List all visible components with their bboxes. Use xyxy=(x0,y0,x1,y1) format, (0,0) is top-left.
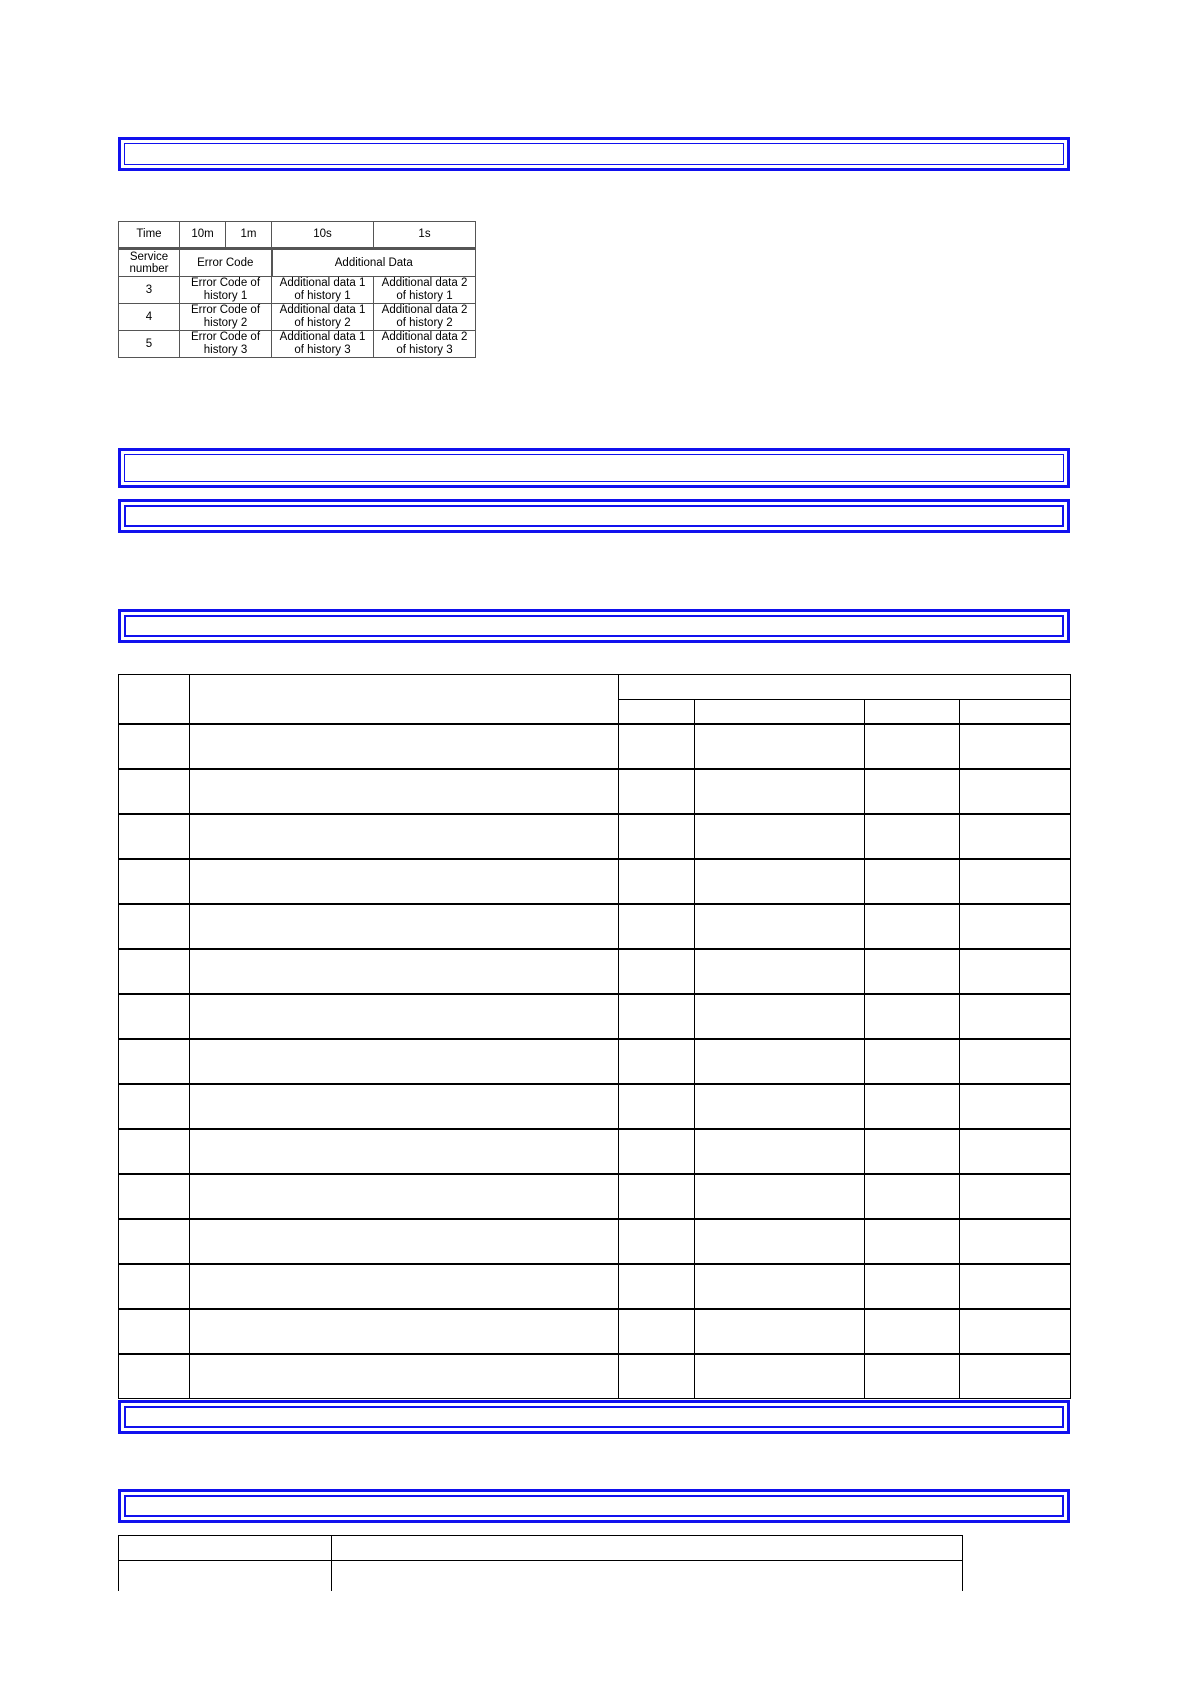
grid-subheader-cell xyxy=(619,700,695,725)
section-heading-bar xyxy=(118,609,1070,643)
error-code-cell: Error Code of history 2 xyxy=(180,304,272,331)
grid-subheader-cell xyxy=(865,700,960,725)
table-row xyxy=(119,1264,1071,1309)
table-row xyxy=(119,1536,963,1561)
table-row xyxy=(119,331,476,358)
section-heading-bar xyxy=(118,499,1070,533)
error-code-cell: Error Code of history 1 xyxy=(180,277,272,304)
grid-header-cell xyxy=(619,675,1071,700)
error-history-table xyxy=(118,221,476,358)
grid-header-cell xyxy=(119,675,190,725)
additional-data-2-cell: Additional data 2 of history 1 xyxy=(374,277,476,304)
service-number-header: Service number xyxy=(119,249,180,277)
service-number: 3 xyxy=(119,277,180,304)
additional-data-2-cell: Additional data 2 of history 2 xyxy=(374,304,476,331)
table-row xyxy=(119,1561,963,1592)
table-row xyxy=(119,1174,1071,1219)
table-row xyxy=(119,814,1071,859)
grid-header-cell xyxy=(190,675,619,725)
table-row xyxy=(119,1354,1071,1399)
table-row xyxy=(119,1219,1071,1264)
table-row xyxy=(119,904,1071,949)
table-row xyxy=(119,994,1071,1039)
time-10m: 10m xyxy=(180,222,226,249)
table-row xyxy=(119,1129,1071,1174)
section-heading-bar xyxy=(118,137,1070,171)
additional-data-1-cell: Additional data 1 of history 1 xyxy=(272,277,374,304)
time-1s: 1s xyxy=(374,222,476,249)
table-row xyxy=(119,769,1071,814)
table-row xyxy=(119,277,476,304)
section-heading-bar xyxy=(118,1400,1070,1434)
service-number: 4 xyxy=(119,304,180,331)
section-heading-bar xyxy=(118,1489,1070,1523)
bottom-blank-table xyxy=(118,1535,963,1591)
table-row xyxy=(119,949,1071,994)
section-heading-bar xyxy=(118,448,1070,488)
additional-data-2-cell: Additional data 2 of history 3 xyxy=(374,331,476,358)
additional-data-header: Additional Data xyxy=(272,249,476,277)
grid-subheader-cell xyxy=(695,700,865,725)
table-row xyxy=(119,1084,1071,1129)
table-row xyxy=(119,304,476,331)
time-1m: 1m xyxy=(226,222,272,249)
service-number: 5 xyxy=(119,331,180,358)
table-row xyxy=(119,859,1071,904)
error-code-cell: Error Code of history 3 xyxy=(180,331,272,358)
table-row xyxy=(119,724,1071,769)
table-row xyxy=(119,1309,1071,1354)
additional-data-1-cell: Additional data 1 of history 2 xyxy=(272,304,374,331)
table-row xyxy=(119,1039,1071,1084)
grid-subheader-cell xyxy=(960,700,1071,725)
blank-grid-table xyxy=(118,674,1071,1399)
time-label: Time xyxy=(119,222,180,249)
time-10s: 10s xyxy=(272,222,374,249)
additional-data-1-cell: Additional data 1 of history 3 xyxy=(272,331,374,358)
error-code-header: Error Code xyxy=(180,249,272,277)
